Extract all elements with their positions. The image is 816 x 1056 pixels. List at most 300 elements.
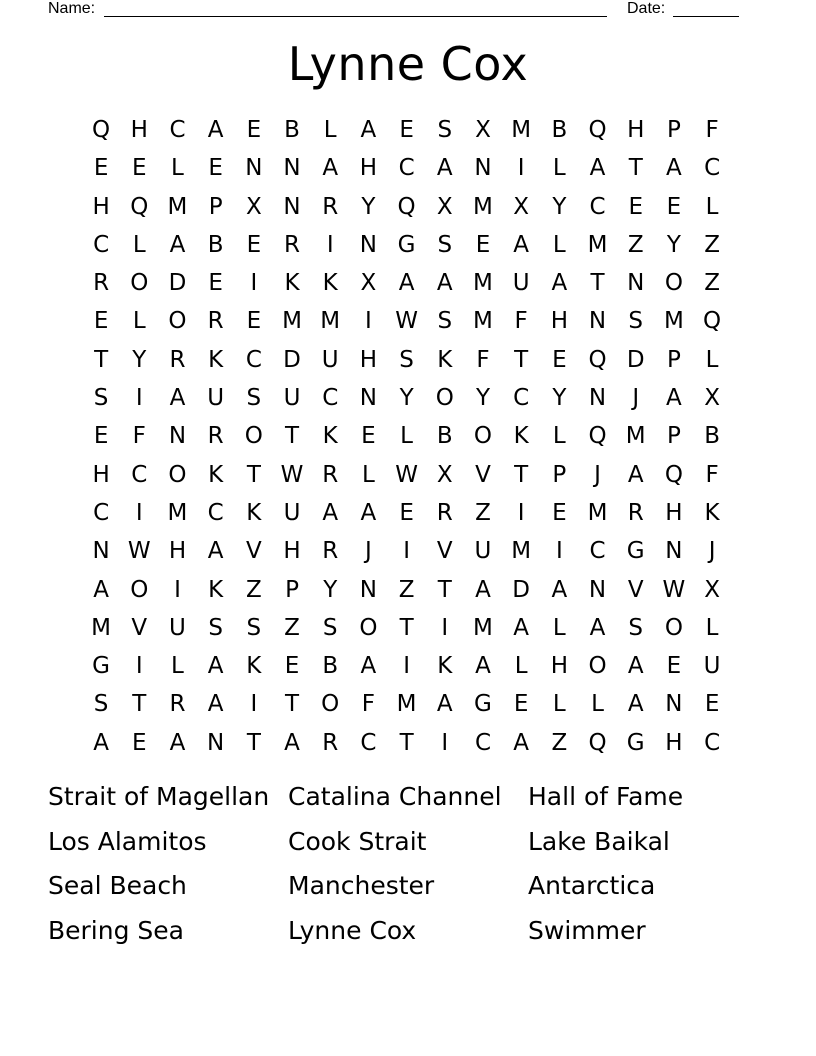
grid-letter[interactable]: Z xyxy=(245,576,262,603)
grid-letter[interactable]: O xyxy=(168,308,187,335)
letter-grid xyxy=(82,111,734,762)
grid-letter[interactable]: E xyxy=(284,653,300,680)
grid-letter[interactable]: Y xyxy=(361,193,376,220)
grid-letter[interactable]: U xyxy=(207,385,225,412)
grid-letter[interactable]: C xyxy=(93,499,110,526)
grid-letter[interactable]: A xyxy=(93,576,109,603)
grid-letter[interactable]: A xyxy=(207,538,224,565)
grid-letter[interactable]: K xyxy=(208,461,224,488)
grid-letter[interactable]: R xyxy=(93,270,110,297)
grid-letter[interactable]: O xyxy=(473,423,493,450)
grid-letter[interactable]: Y xyxy=(399,385,414,412)
grid-letter[interactable]: Z xyxy=(284,614,300,641)
grid-letter[interactable]: L xyxy=(591,691,604,718)
grid-letter[interactable]: E xyxy=(513,691,529,718)
grid-letter[interactable]: I xyxy=(135,499,143,526)
grid-letter[interactable]: N xyxy=(665,691,683,718)
grid-letter[interactable]: L xyxy=(552,691,566,718)
grid-letter[interactable]: D xyxy=(283,346,301,373)
grid-letter[interactable]: H xyxy=(92,193,110,220)
grid-letter[interactable]: I xyxy=(517,155,525,182)
grid-letter[interactable]: X xyxy=(513,193,530,220)
grid-letter[interactable]: G xyxy=(397,231,416,258)
grid-letter[interactable]: Q xyxy=(588,346,607,373)
grid-letter[interactable]: T xyxy=(399,614,414,641)
grid-letter[interactable]: M xyxy=(167,193,188,220)
grid-letter[interactable]: R xyxy=(322,193,339,220)
grid-letter[interactable]: T xyxy=(246,729,261,756)
grid-letter[interactable]: S xyxy=(437,308,453,335)
grid-letter[interactable]: L xyxy=(552,614,566,641)
grid-letter[interactable]: N xyxy=(588,308,607,335)
grid-letter[interactable]: F xyxy=(476,346,490,373)
grid-letter[interactable]: T xyxy=(285,691,300,718)
grid-letter[interactable]: A xyxy=(207,653,224,680)
grid-letter[interactable]: T xyxy=(399,729,414,756)
grid-letter[interactable]: T xyxy=(246,461,261,488)
grid-letter[interactable]: C xyxy=(360,729,377,756)
grid-letter[interactable]: L xyxy=(705,346,719,373)
grid-letter[interactable]: M xyxy=(473,308,493,335)
grid-letter[interactable]: N xyxy=(245,155,263,182)
grid-letter[interactable]: S xyxy=(399,346,414,373)
grid-letter[interactable]: O xyxy=(130,270,149,297)
grid-letter[interactable]: J xyxy=(632,385,640,412)
grid-letter[interactable]: B xyxy=(551,117,568,143)
grid-letter[interactable]: A xyxy=(627,691,644,718)
grid-letter[interactable]: B xyxy=(436,423,453,450)
grid-letter[interactable]: M xyxy=(511,538,532,565)
grid-letter[interactable]: T xyxy=(514,461,529,488)
grid-letter[interactable]: U xyxy=(283,499,301,526)
grid-letter[interactable]: E xyxy=(475,231,491,258)
grid-letter[interactable]: C xyxy=(704,155,721,182)
grid-letter[interactable]: L xyxy=(132,308,146,335)
grid-letter[interactable]: L xyxy=(514,653,528,680)
grid-letter[interactable]: S xyxy=(208,614,223,641)
grid-letter[interactable]: S xyxy=(628,614,644,641)
grid-letter[interactable]: B xyxy=(284,117,300,143)
grid-letter[interactable]: L xyxy=(132,231,146,258)
grid-letter[interactable]: S xyxy=(437,231,453,258)
grid-letter[interactable]: O xyxy=(130,576,149,603)
date-blank-line[interactable] xyxy=(673,16,739,17)
grid-letter[interactable]: M xyxy=(396,691,417,718)
grid-letter[interactable]: L xyxy=(552,155,566,182)
grid-letter[interactable]: P xyxy=(666,423,681,450)
grid-letter[interactable]: K xyxy=(322,423,338,450)
grid-letter[interactable]: H xyxy=(550,653,568,680)
grid-letter[interactable]: A xyxy=(93,729,109,756)
grid-letter[interactable]: S xyxy=(93,691,109,718)
grid-letter[interactable]: P xyxy=(208,193,223,220)
grid-letter[interactable]: W xyxy=(662,576,686,603)
grid-letter[interactable]: Z xyxy=(627,231,644,258)
grid-letter[interactable]: M xyxy=(473,614,493,641)
grid-letter[interactable]: L xyxy=(705,193,719,220)
grid-letter[interactable]: M xyxy=(587,231,608,258)
grid-letter[interactable]: Z xyxy=(398,576,415,603)
grid-letter[interactable]: K xyxy=(513,423,529,450)
grid-letter[interactable]: R xyxy=(207,308,224,335)
grid-letter[interactable]: M xyxy=(91,614,112,641)
grid-letter[interactable]: N xyxy=(588,385,607,412)
grid-letter[interactable]: W xyxy=(127,538,151,565)
grid-letter[interactable]: E xyxy=(93,423,109,450)
grid-letter[interactable]: I xyxy=(174,576,181,603)
grid-letter[interactable]: F xyxy=(705,117,719,143)
grid-letter[interactable]: A xyxy=(436,155,453,182)
grid-letter[interactable]: Q xyxy=(397,193,416,220)
grid-letter[interactable]: Y xyxy=(132,346,147,373)
grid-letter[interactable]: P xyxy=(666,117,681,143)
grid-letter[interactable]: I xyxy=(441,614,449,641)
grid-letter[interactable]: N xyxy=(92,538,110,565)
grid-letter[interactable]: H xyxy=(92,461,110,488)
grid-letter[interactable]: Y xyxy=(552,385,567,412)
grid-letter[interactable]: R xyxy=(322,538,339,565)
grid-letter[interactable]: X xyxy=(436,193,453,220)
grid-letter[interactable]: E xyxy=(132,729,147,756)
grid-letter[interactable]: G xyxy=(626,538,645,565)
grid-letter[interactable]: U xyxy=(321,346,339,373)
grid-letter[interactable]: C xyxy=(245,346,262,373)
grid-letter[interactable]: O xyxy=(321,691,340,718)
grid-letter[interactable]: T xyxy=(590,270,605,297)
grid-letter[interactable]: K xyxy=(284,270,300,297)
grid-letter[interactable]: N xyxy=(665,538,683,565)
grid-letter[interactable]: I xyxy=(135,653,143,680)
grid-letter[interactable]: Y xyxy=(666,231,681,258)
grid-letter[interactable]: L xyxy=(705,614,719,641)
grid-letter[interactable]: X xyxy=(704,576,720,603)
date-label: Date: xyxy=(627,0,666,17)
grid-letter[interactable]: M xyxy=(167,499,188,526)
grid-letter[interactable]: E xyxy=(246,117,262,143)
grid-letter[interactable]: I xyxy=(365,308,372,335)
grid-letter[interactable]: A xyxy=(169,729,186,756)
grid-letter[interactable]: G xyxy=(92,653,110,680)
grid-letter[interactable]: L xyxy=(400,423,413,450)
grid-letter[interactable]: M xyxy=(663,308,684,335)
grid-letter[interactable]: I xyxy=(403,653,410,680)
grid-letter[interactable]: S xyxy=(246,385,262,412)
grid-letter[interactable]: Y xyxy=(323,576,338,603)
grid-letter[interactable]: A xyxy=(360,653,377,680)
grid-letter[interactable]: R xyxy=(627,499,644,526)
grid-letter[interactable]: V xyxy=(436,538,453,565)
page-title: Lynne Cox xyxy=(287,37,529,91)
grid-letter[interactable]: O xyxy=(588,653,607,680)
grid-letter[interactable]: Q xyxy=(130,193,149,220)
grid-letter[interactable]: S xyxy=(628,308,644,335)
grid-letter[interactable]: K xyxy=(437,346,453,373)
grid-letter[interactable]: R xyxy=(284,231,301,258)
grid-letter[interactable]: Y xyxy=(475,385,490,412)
grid-letter[interactable]: L xyxy=(171,155,184,182)
grid-letter[interactable]: R xyxy=(322,729,339,756)
grid-letter[interactable]: N xyxy=(359,231,378,258)
grid-letter[interactable]: A xyxy=(513,231,530,258)
grid-letter[interactable]: I xyxy=(441,729,449,756)
grid-letter[interactable]: M xyxy=(282,308,302,335)
grid-letter[interactable]: K xyxy=(322,270,338,297)
grid-letter[interactable]: W xyxy=(395,308,418,335)
grid-letter[interactable]: C xyxy=(169,117,186,143)
grid-letter[interactable]: I xyxy=(250,691,258,718)
grid-letter[interactable]: P xyxy=(285,576,299,603)
grid-letter[interactable]: C xyxy=(513,385,530,412)
grid-letter[interactable]: M xyxy=(511,117,532,143)
grid-letter[interactable]: A xyxy=(322,499,339,526)
word-list-item: Swimmer xyxy=(528,915,646,945)
grid-letter[interactable]: K xyxy=(437,653,453,680)
grid-letter[interactable]: A xyxy=(322,155,339,182)
word-list xyxy=(48,777,768,955)
grid-letter[interactable]: T xyxy=(94,346,109,373)
grid-letter[interactable]: H xyxy=(665,499,683,526)
grid-letter[interactable]: E xyxy=(93,155,109,182)
grid-letter[interactable]: V xyxy=(475,461,491,488)
grid-letter[interactable]: X xyxy=(245,193,262,220)
grid-letter[interactable]: I xyxy=(555,538,563,565)
grid-letter[interactable]: Y xyxy=(552,193,567,220)
grid-letter[interactable]: A xyxy=(666,385,682,412)
grid-letter[interactable]: N xyxy=(359,576,378,603)
grid-letter[interactable]: A xyxy=(551,270,568,297)
grid-letter[interactable]: T xyxy=(437,576,452,603)
grid-letter[interactable]: S xyxy=(93,385,109,412)
grid-letter[interactable]: H xyxy=(130,117,148,143)
grid-letter[interactable]: O xyxy=(664,270,683,297)
grid-letter[interactable]: E xyxy=(208,270,223,297)
grid-letter[interactable]: K xyxy=(246,499,262,526)
grid-letter[interactable]: L xyxy=(171,653,184,680)
grid-letter[interactable]: E xyxy=(666,193,682,220)
grid-letter[interactable]: Z xyxy=(704,270,720,297)
grid-letter[interactable]: H xyxy=(359,155,378,182)
grid-letter[interactable]: L xyxy=(323,117,337,143)
grid-letter[interactable]: D xyxy=(512,576,531,603)
grid-letter[interactable]: A xyxy=(475,653,491,680)
grid-letter[interactable]: E xyxy=(246,308,262,335)
grid-letter[interactable]: K xyxy=(246,653,262,680)
grid-letter[interactable]: A xyxy=(398,270,415,297)
grid-letter[interactable]: M xyxy=(625,423,646,450)
grid-letter[interactable]: U xyxy=(474,538,492,565)
grid-letter[interactable]: B xyxy=(322,653,339,680)
grid-letter[interactable]: R xyxy=(436,499,453,526)
word-list-item: Seal Beach xyxy=(48,871,187,900)
grid-letter[interactable]: G xyxy=(474,691,492,718)
grid-letter[interactable]: X xyxy=(475,117,491,143)
grid-letter[interactable]: E xyxy=(628,193,643,220)
grid-letter[interactable]: Z xyxy=(704,231,720,258)
grid-letter[interactable]: E xyxy=(246,231,262,258)
grid-letter[interactable]: E xyxy=(208,155,223,182)
grid-letter[interactable]: N xyxy=(207,729,225,756)
grid-letter[interactable]: A xyxy=(589,155,606,182)
grid-letter[interactable]: E xyxy=(93,308,109,335)
grid-letter[interactable]: S xyxy=(322,614,338,641)
grid-letter[interactable]: Q xyxy=(588,729,607,756)
grid-letter[interactable]: I xyxy=(135,385,143,412)
grid-letter[interactable]: O xyxy=(435,385,454,412)
grid-letter[interactable]: I xyxy=(250,270,258,297)
grid-letter[interactable]: O xyxy=(244,423,263,450)
grid-letter[interactable]: F xyxy=(705,461,719,488)
grid-letter[interactable]: C xyxy=(589,538,606,565)
grid-letter[interactable]: T xyxy=(628,155,643,182)
grid-letter[interactable]: A xyxy=(436,270,453,297)
grid-letter[interactable]: A xyxy=(627,653,644,680)
grid-letter[interactable]: N xyxy=(588,576,607,603)
grid-letter[interactable]: V xyxy=(245,538,262,565)
grid-letter[interactable]: M xyxy=(587,499,608,526)
grid-letter[interactable]: A xyxy=(551,576,568,603)
grid-letter[interactable]: C xyxy=(398,155,415,182)
grid-letter[interactable]: F xyxy=(361,691,376,718)
grid-letter[interactable]: C xyxy=(704,729,721,756)
grid-letter[interactable]: A xyxy=(284,729,300,756)
grid-letter[interactable]: M xyxy=(473,270,493,297)
grid-letter[interactable]: E xyxy=(552,346,567,373)
grid-letter[interactable]: P xyxy=(666,346,681,373)
grid-letter[interactable]: X xyxy=(704,385,720,412)
grid-letter[interactable]: E xyxy=(361,423,376,450)
grid-letter[interactable]: O xyxy=(359,614,378,641)
grid-letter[interactable]: A xyxy=(627,461,644,488)
grid-letter[interactable]: T xyxy=(132,691,147,718)
grid-letter[interactable]: N xyxy=(359,385,378,412)
grid-letter[interactable]: H xyxy=(550,308,568,335)
grid-letter[interactable]: B xyxy=(704,423,720,450)
grid-letter[interactable]: W xyxy=(395,461,418,488)
grid-letter[interactable]: D xyxy=(168,270,187,297)
word-list-item: Strait of Magellan xyxy=(48,782,270,811)
grid-letter[interactable]: I xyxy=(517,499,525,526)
grid-letter[interactable]: G xyxy=(626,729,645,756)
grid-letter[interactable]: U xyxy=(512,270,530,297)
grid-letter[interactable]: A xyxy=(475,576,491,603)
grid-letter[interactable]: Q xyxy=(588,117,607,143)
grid-letter[interactable]: A xyxy=(169,385,186,412)
grid-letter[interactable]: K xyxy=(208,576,224,603)
name-blank-line[interactable] xyxy=(104,16,607,17)
grid-letter[interactable]: C xyxy=(93,231,110,258)
grid-letter[interactable]: V xyxy=(131,614,148,641)
grid-letter[interactable]: X xyxy=(436,461,453,488)
grid-letter[interactable]: A xyxy=(360,499,377,526)
grid-letter[interactable]: N xyxy=(283,193,301,220)
grid-letter[interactable]: Q xyxy=(664,461,683,488)
grid-letter[interactable]: L xyxy=(361,461,375,488)
grid-letter[interactable]: U xyxy=(703,653,721,680)
grid-letter[interactable]: R xyxy=(169,346,186,373)
grid-letter[interactable]: A xyxy=(207,117,224,143)
grid-letter[interactable]: L xyxy=(552,423,566,450)
grid-letter[interactable]: X xyxy=(360,270,377,297)
grid-letter[interactable]: C xyxy=(131,461,148,488)
grid-letter[interactable]: J xyxy=(594,461,601,488)
grid-letter[interactable]: N xyxy=(168,423,187,450)
grid-letter[interactable]: N xyxy=(283,155,301,182)
grid-letter[interactable]: Q xyxy=(92,117,111,143)
grid-letter[interactable]: Z xyxy=(475,499,491,526)
grid-letter[interactable]: R xyxy=(207,423,224,450)
grid-letter[interactable]: E xyxy=(552,499,567,526)
grid-letter[interactable]: W xyxy=(280,461,304,488)
grid-letter[interactable]: I xyxy=(326,231,334,258)
grid-letter[interactable]: C xyxy=(589,193,606,220)
grid-letter[interactable]: L xyxy=(552,231,566,258)
grid-letter[interactable]: K xyxy=(704,499,720,526)
grid-letter[interactable]: D xyxy=(626,346,645,373)
grid-letter[interactable]: U xyxy=(169,614,186,641)
grid-letter[interactable]: H xyxy=(283,538,301,565)
grid-letter[interactable]: H xyxy=(168,538,187,565)
grid-letter[interactable]: I xyxy=(403,538,410,565)
grid-letter[interactable]: M xyxy=(320,308,341,335)
grid-letter[interactable]: O xyxy=(664,614,683,641)
grid-letter[interactable]: F xyxy=(514,308,528,335)
grid-letter[interactable]: H xyxy=(627,117,645,143)
grid-letter[interactable]: J xyxy=(365,538,372,565)
grid-letter[interactable]: F xyxy=(132,423,146,450)
grid-letter[interactable]: R xyxy=(322,461,339,488)
grid-letter[interactable]: P xyxy=(552,461,567,488)
grid-letter[interactable]: N xyxy=(474,155,492,182)
grid-letter[interactable]: A xyxy=(513,614,530,641)
grid-letter[interactable]: H xyxy=(665,729,683,756)
grid-letter[interactable]: N xyxy=(627,270,645,297)
grid-letter[interactable]: A xyxy=(666,155,682,182)
grid-letter[interactable]: Z xyxy=(551,729,568,756)
grid-letter[interactable]: A xyxy=(169,231,186,258)
header xyxy=(0,0,816,20)
grid-letter[interactable]: B xyxy=(207,231,224,258)
grid-letter[interactable]: A xyxy=(360,117,377,143)
grid-letter[interactable]: E xyxy=(399,499,414,526)
grid-letter[interactable]: S xyxy=(437,117,453,143)
grid-letter[interactable]: A xyxy=(513,729,530,756)
grid-letter[interactable]: A xyxy=(207,691,224,718)
grid-letter[interactable]: J xyxy=(708,538,716,565)
grid-letter[interactable]: C xyxy=(474,729,491,756)
grid-letter[interactable]: O xyxy=(168,461,187,488)
grid-letter[interactable]: K xyxy=(208,346,224,373)
grid-letter[interactable]: A xyxy=(589,614,606,641)
grid-letter[interactable]: E xyxy=(399,117,414,143)
grid-letter[interactable]: Q xyxy=(588,423,607,450)
grid-letter[interactable]: H xyxy=(359,346,378,373)
grid-letter[interactable]: T xyxy=(285,423,300,450)
word-list-item: Catalina Channel xyxy=(288,782,502,811)
grid-letter[interactable]: V xyxy=(627,576,644,603)
grid-letter[interactable]: M xyxy=(473,193,493,220)
grid-letter[interactable]: Q xyxy=(703,308,722,335)
grid-letter[interactable]: R xyxy=(169,691,186,718)
grid-letter[interactable]: C xyxy=(207,499,224,526)
grid-letter[interactable]: A xyxy=(436,691,453,718)
grid-letter[interactable]: U xyxy=(283,385,301,412)
grid-letter[interactable]: T xyxy=(514,346,529,373)
grid-letter[interactable]: E xyxy=(704,691,720,718)
grid-letter[interactable]: E xyxy=(666,653,682,680)
grid-letter[interactable]: E xyxy=(132,155,147,182)
grid-letter[interactable]: C xyxy=(322,385,339,412)
grid-letter[interactable]: S xyxy=(246,614,262,641)
